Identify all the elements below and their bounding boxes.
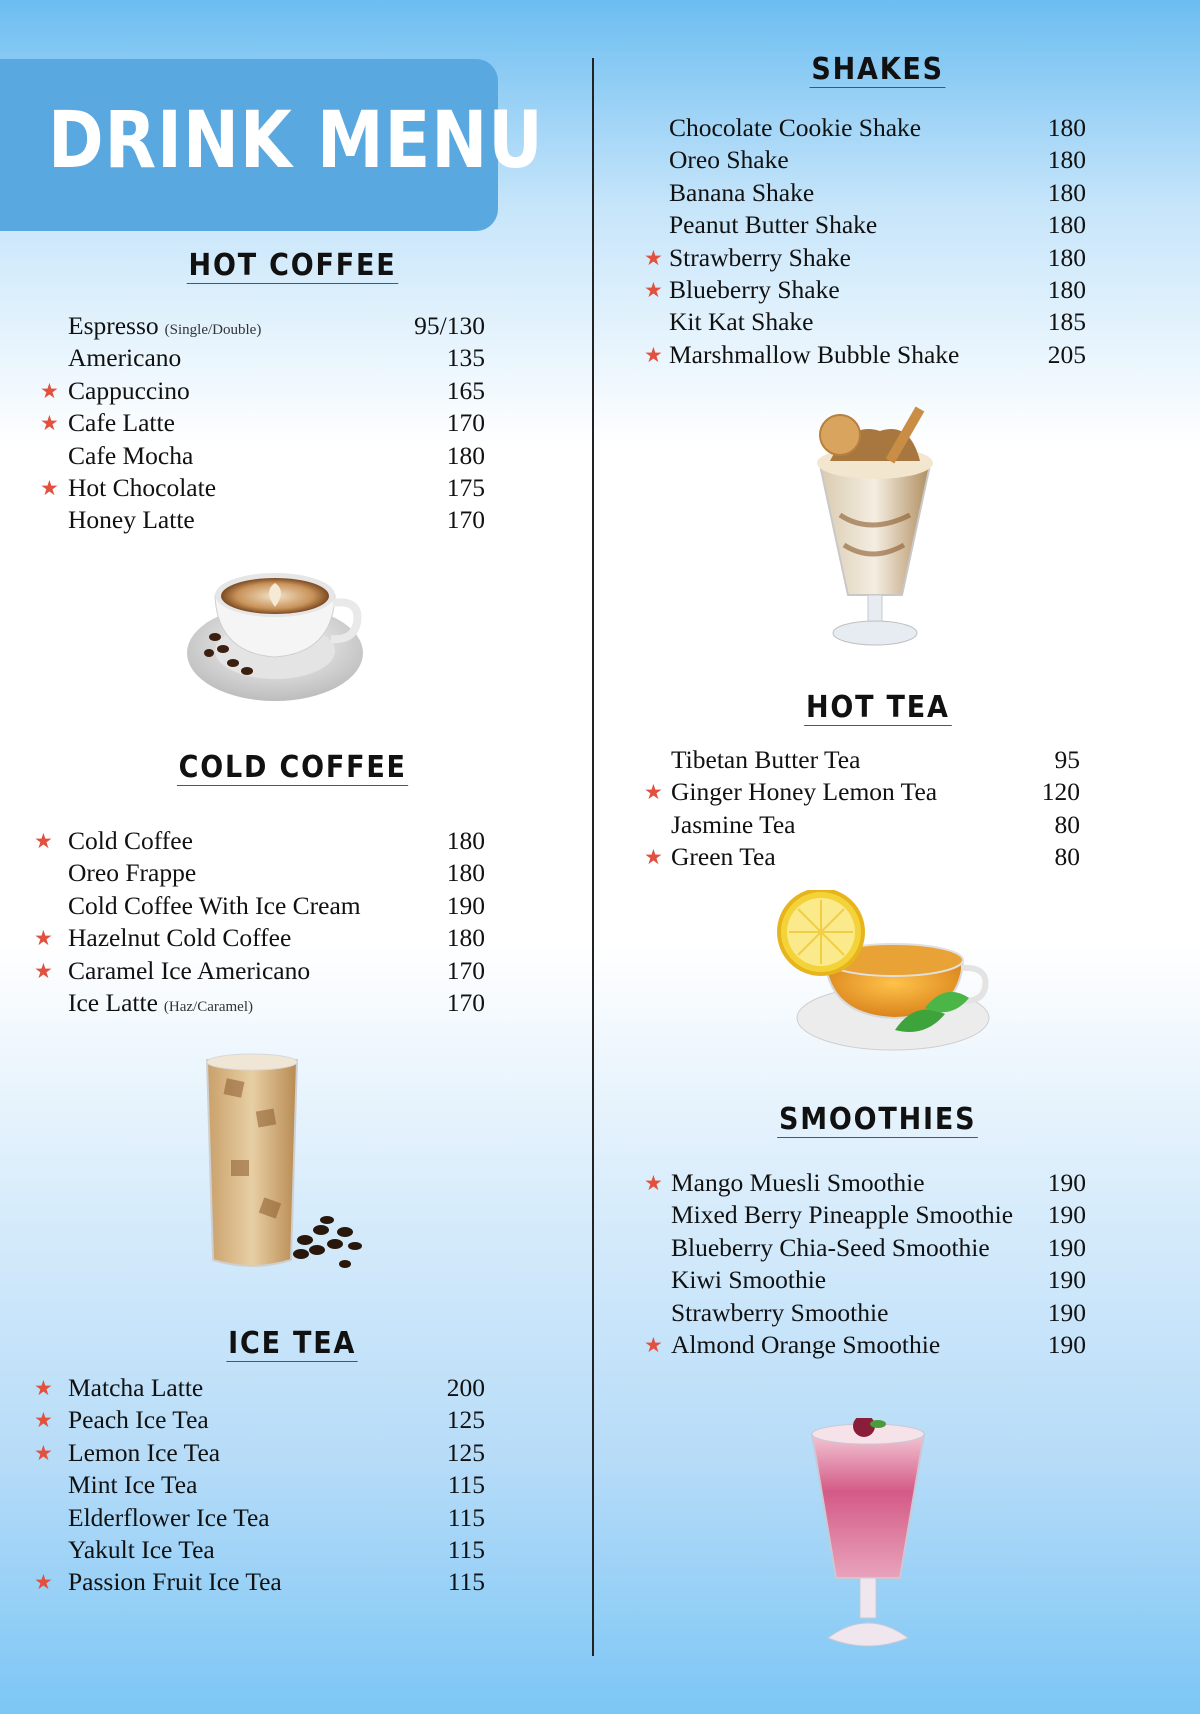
star-icon: ★ (34, 926, 53, 951)
menu-item-name (68, 472, 216, 504)
star-icon: ★ (34, 1376, 53, 1400)
menu-item-name (68, 1566, 282, 1598)
menu-item-price: 180 (446, 858, 485, 888)
menu-item-label: Honey Latte (68, 505, 195, 535)
lemon-tea-cup-illustration (775, 890, 995, 1065)
menu-item (0, 922, 600, 954)
menu-item-name (669, 242, 851, 274)
menu-item-name (669, 144, 789, 176)
section-heading-cold-coffee: COLD COFFEE (178, 750, 407, 785)
menu-item-price: 165 (446, 375, 485, 405)
menu-item-label: Cafe Mocha (68, 440, 194, 470)
menu-item-price: 120 (1041, 777, 1080, 807)
menu-item-name (68, 1437, 220, 1469)
menu-item-label: Cappuccino (68, 375, 190, 405)
menu-item-price: 180 (446, 826, 485, 855)
menu-item (0, 955, 600, 987)
menu-item-label: Peach Ice Tea (68, 1405, 209, 1435)
menu-item (0, 890, 600, 922)
menu-item-label: Chocolate Cookie Shake (669, 113, 922, 142)
coffee-cup-illustration (185, 553, 375, 718)
menu-item-label: Hazelnut Cold Coffee (68, 923, 292, 953)
menu-item (0, 504, 600, 536)
star-icon: ★ (40, 378, 59, 403)
menu-item-label: Blueberry Chia-Seed Smoothie (671, 1232, 990, 1262)
menu-item-price: 205 (1047, 339, 1086, 369)
menu-item-price: 190 (1047, 1232, 1086, 1262)
menu-item-label: Cafe Latte (68, 408, 175, 438)
menu-item-label: Mixed Berry Pineapple Smoothie (671, 1200, 1014, 1230)
menu-item (0, 112, 1200, 144)
menu-item-label: Espresso (68, 311, 159, 340)
menu-item-name (671, 841, 776, 873)
menu-item-price: 180 (1047, 145, 1086, 175)
star-icon: ★ (34, 958, 53, 983)
menu-item-name (671, 1297, 888, 1329)
menu-item-price: 180 (1047, 113, 1086, 142)
menu-item-label: Cold Coffee With Ice Cream (68, 890, 361, 920)
menu-item-name (671, 776, 937, 808)
menu-item-price: 180 (1047, 177, 1086, 207)
menu-item (0, 177, 1200, 209)
menu-item-name (68, 987, 253, 1023)
menu-item (0, 841, 1200, 873)
menu-item-name (671, 809, 796, 841)
menu-item-label: Strawberry Smoothie (671, 1297, 889, 1327)
menu-item-label: Passion Fruit Ice Tea (68, 1567, 282, 1597)
menu-item-label: Strawberry Shake (669, 242, 851, 272)
menu-item-label: Yakult Ice Tea (68, 1534, 215, 1564)
menu-item-label: Matcha Latte (68, 1373, 204, 1402)
menu-item (0, 1297, 1200, 1329)
menu-item-name (671, 1199, 1013, 1231)
menu-item-label: Blueberry Shake (669, 274, 840, 304)
menu-item-price: 180 (1047, 210, 1086, 240)
menu-item-name (671, 1167, 925, 1199)
menu-item-label: Ice Latte (68, 987, 158, 1017)
star-icon: ★ (34, 829, 53, 853)
menu-item (0, 1232, 1200, 1264)
menu-item-price: 200 (446, 1373, 485, 1402)
menu-item (0, 1372, 600, 1404)
star-icon: ★ (644, 1332, 663, 1357)
menu-item-label: Elderflower Ice Tea (68, 1502, 270, 1532)
menu-item-name (68, 407, 175, 439)
menu-item-price: 95/130 (414, 311, 485, 340)
star-icon: ★ (644, 845, 663, 870)
menu-item (0, 306, 1200, 338)
menu-item-price: 170 (446, 987, 485, 1017)
menu-item-price: 185 (1047, 307, 1086, 337)
menu-item-price: 125 (446, 1437, 485, 1467)
menu-item-label: Ginger Honey Lemon Tea (671, 777, 938, 807)
star-icon: ★ (644, 780, 663, 805)
star-icon: ★ (644, 342, 663, 367)
menu-item-label: Marshmallow Bubble Shake (669, 339, 960, 369)
menu-item-price: 175 (446, 472, 485, 502)
menu-item (0, 1437, 600, 1469)
menu-item-name (68, 955, 310, 987)
list-smoothies (0, 1167, 1200, 1361)
menu-item (0, 1404, 600, 1436)
menu-item (0, 339, 1200, 371)
menu-item-label: Hot Chocolate (68, 472, 217, 502)
menu-item-name (68, 1502, 270, 1534)
menu-item-name (68, 890, 361, 922)
star-icon: ★ (34, 1440, 53, 1465)
menu-item-price: 190 (1047, 1329, 1086, 1359)
menu-item-label: Mango Muesli Smoothie (671, 1168, 925, 1197)
menu-item-name (671, 744, 860, 776)
menu-item-price: 190 (446, 890, 485, 920)
milkshake-sundae-illustration (800, 405, 960, 670)
menu-item-note: (Single/Double) (164, 322, 262, 338)
section-heading-ice-tea: ICE TEA (228, 1326, 357, 1361)
list-hot-tea (0, 744, 1200, 874)
menu-item (0, 472, 600, 504)
star-icon: ★ (40, 475, 59, 500)
menu-item-name (669, 177, 814, 209)
menu-item-name (68, 922, 291, 954)
menu-item-price: 190 (1047, 1200, 1086, 1230)
star-icon: ★ (644, 277, 663, 302)
star-icon: ★ (34, 1408, 53, 1433)
menu-item-price: 180 (1047, 242, 1086, 272)
menu-item-label: Oreo Shake (669, 145, 789, 175)
menu-item-label: Peanut Butter Shake (669, 210, 878, 240)
menu-item-name (669, 306, 813, 338)
menu-item-label: Cold Coffee (68, 826, 193, 855)
menu-item (0, 809, 1200, 841)
menu-item (0, 744, 1200, 776)
menu-item-label: Tibetan Butter Tea (671, 745, 861, 774)
menu-item-price: 95 (1054, 745, 1080, 774)
menu-item-price: 190 (1047, 1297, 1086, 1327)
menu-item (0, 1329, 1200, 1361)
menu-item-price: 135 (446, 343, 485, 373)
menu-item-price: 115 (447, 1534, 485, 1564)
menu-item-label: Jasmine Tea (671, 809, 796, 839)
menu-item-label: Almond Orange Smoothie (671, 1329, 941, 1359)
menu-item-price: 170 (446, 408, 485, 438)
menu-item-name (671, 1232, 990, 1264)
menu-item (0, 274, 1200, 306)
menu-item (0, 144, 1200, 176)
menu-item-name (669, 274, 840, 306)
menu-item-price: 115 (447, 1567, 485, 1597)
menu-title: DRINK MENU (48, 96, 544, 186)
menu-item-label: Mint Ice Tea (68, 1470, 198, 1500)
menu-item-name (671, 1329, 940, 1361)
star-icon: ★ (34, 1570, 53, 1595)
menu-item-price: 115 (447, 1470, 485, 1500)
menu-item-price: 125 (446, 1405, 485, 1435)
list-shakes (0, 112, 1200, 371)
menu-item (0, 1502, 600, 1534)
menu-item-name (68, 1534, 215, 1566)
menu-item-price: 180 (446, 923, 485, 953)
menu-item-price: 170 (446, 955, 485, 985)
berry-smoothie-glass-illustration (808, 1418, 938, 1663)
menu-item-label: Oreo Frappe (68, 858, 197, 888)
menu-item-label: Green Tea (671, 842, 776, 872)
menu-item-label: Lemon Ice Tea (68, 1437, 221, 1467)
menu-item-name (669, 209, 877, 241)
menu-item-name (68, 375, 190, 407)
star-icon: ★ (644, 1171, 663, 1195)
section-heading-hot-tea: HOT TEA (805, 690, 950, 725)
menu-item (0, 776, 1200, 808)
menu-item (0, 407, 600, 439)
menu-item-label: Banana Shake (669, 177, 815, 207)
menu-item-label: Americano (68, 343, 182, 373)
star-icon: ★ (40, 411, 59, 436)
section-heading-smoothies: SMOOTHIES (778, 1102, 977, 1137)
menu-item-price: 170 (446, 505, 485, 535)
section-heading-shakes: SHAKES (811, 52, 944, 87)
menu-item-price: 80 (1054, 809, 1080, 839)
menu-item (0, 1469, 600, 1501)
menu-item-note: (Haz/Caramel) (163, 998, 254, 1015)
menu-item (0, 1534, 600, 1566)
menu-item-name (68, 504, 195, 536)
menu-item-name (68, 440, 193, 472)
menu-item-name (671, 1264, 826, 1296)
menu-item-price: 80 (1054, 842, 1080, 872)
menu-item-name (68, 1372, 203, 1404)
menu-item-price: 190 (1047, 1265, 1086, 1295)
menu-item (0, 209, 1200, 241)
menu-item-label: Kit Kat Shake (669, 307, 814, 337)
menu-item-label: Caramel Ice Americano (68, 955, 311, 985)
menu-item-name (68, 1469, 197, 1501)
menu-item-price: 190 (1047, 1168, 1086, 1197)
menu-item (0, 440, 600, 472)
menu-item (0, 375, 600, 407)
menu-item-label: Kiwi Smoothie (671, 1265, 827, 1295)
menu-item (0, 987, 600, 1019)
menu-item-price: 115 (447, 1502, 485, 1532)
menu-item (0, 1264, 1200, 1296)
menu-item-name (68, 1404, 209, 1436)
section-heading-hot-coffee: HOT COFFEE (188, 248, 397, 283)
menu-item-name (669, 339, 959, 371)
menu-item (0, 1167, 1200, 1199)
menu-item-price: 180 (1047, 274, 1086, 304)
menu-item-name (669, 112, 921, 144)
menu-item (0, 1199, 1200, 1231)
star-icon: ★ (644, 245, 663, 270)
menu-item (0, 242, 1200, 274)
menu-item (0, 1566, 600, 1598)
menu-item-price: 180 (446, 440, 485, 470)
list-ice-tea (0, 1372, 600, 1599)
